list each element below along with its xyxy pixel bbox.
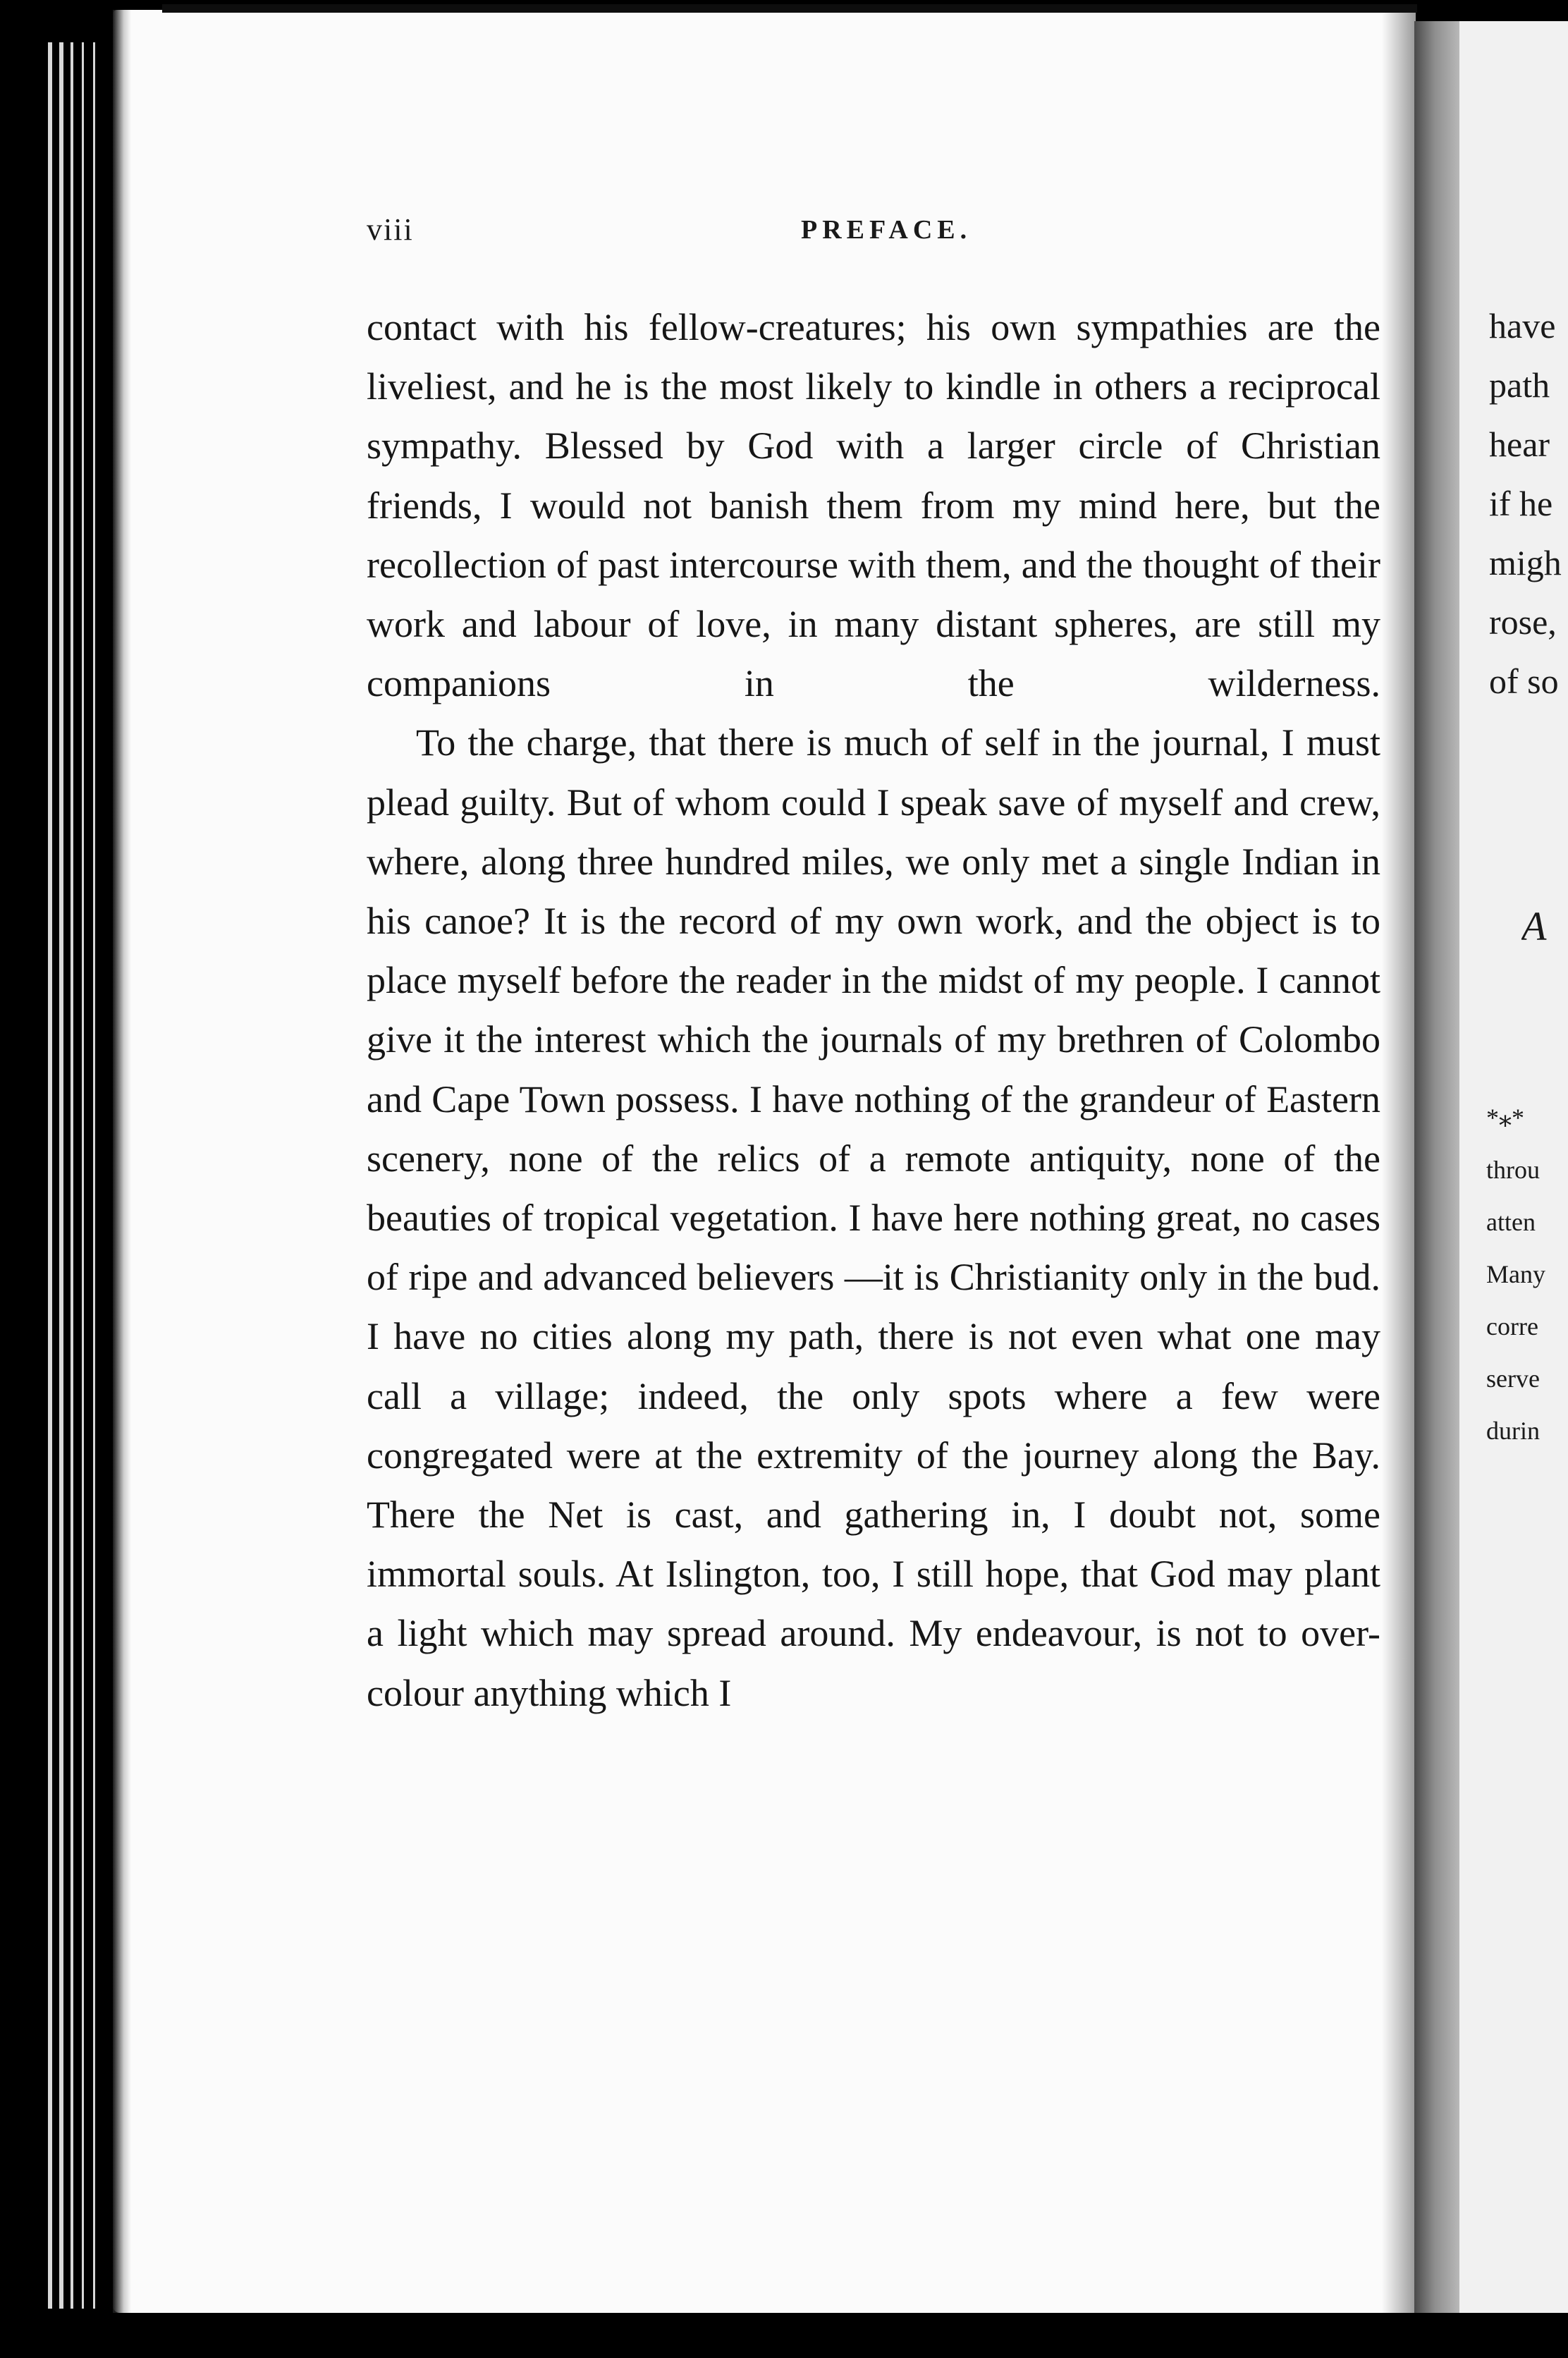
- footnote-line: corre: [1486, 1312, 1538, 1340]
- footnote-line: durin: [1486, 1417, 1540, 1445]
- facing-line: if he: [1489, 484, 1553, 523]
- footnote-line: serve: [1486, 1364, 1540, 1393]
- page-edge-line: [71, 42, 73, 2309]
- page-edge-line: [82, 42, 84, 2309]
- footnote-line: atten: [1486, 1208, 1536, 1236]
- facing-line: path: [1489, 365, 1550, 405]
- facing-line: hear: [1489, 424, 1550, 464]
- facing-line: migh: [1489, 543, 1562, 582]
- page-number: viii: [367, 212, 414, 247]
- body-text: [367, 298, 1380, 1723]
- page-top-border: [162, 4, 1417, 13]
- paragraph: contact with his fellow-creatures; his own sympathies are the liveliest, and he is the most likely to kindle in others a reciprocal sympathy. Blessed by God with a larger circle of Christian friends, I would not banish them from my mind here, but the recollection of past intercourse with them, and the thought of their work and labour of love, in many distant spheres, are still my companions in the wilderness.: [367, 306, 1380, 705]
- page-shadow-right: [1382, 10, 1416, 2313]
- page-edge-line: [59, 42, 63, 2309]
- facing-page-text: [1489, 296, 1568, 711]
- facing-line: of so: [1489, 661, 1559, 701]
- facing-page-footnote: [1486, 1092, 1568, 1457]
- running-title: PREFACE.: [801, 215, 972, 245]
- footnote-line: *⁎*: [1486, 1104, 1524, 1132]
- footnote-line: Many: [1486, 1260, 1545, 1288]
- page-shadow-left: [113, 10, 131, 2313]
- facing-line: have: [1489, 306, 1556, 346]
- footnote-line: throu: [1486, 1156, 1540, 1184]
- page-edge-line: [93, 42, 95, 2309]
- paragraph: To the charge, that there is much of self in the journal, I must plead guilty. But of whom could I speak save of myself and crew, where, along three hundred miles, we only met a single Indian in his canoe? It is the record of my own work, and the object is to place myself before the reader in the midst of my people. I cannot give it the interest which the journals of my brethren of Colombo and Cape Town possess. I have nothing of the grandeur of Eastern scenery, none of the relics of a remote antiquity, none of the beauties of tropical vegetation. I have here nothing great, no cases of ripe and advanced believers —it is Christianity only in the bud. I have no cities along my path, there is not even what one may call a village; indeed, the only spots where a few were congregated were at the extremity of the journey along the Bay. There the Net is cast, and gathering in, I doubt not, some immortal souls. At Islington, too, I still hope, that God may plant a light which may spread around. My endeavour, is not to over-colour anything which I: [367, 721, 1380, 1714]
- facing-page-marker: A: [1521, 903, 1547, 949]
- book-binding-edge: [0, 0, 127, 2358]
- book-gutter: [1414, 21, 1459, 2313]
- facing-line: rose,: [1489, 602, 1557, 642]
- page-edge-line: [48, 42, 52, 2309]
- scan-bottom-border: [0, 2313, 1568, 2358]
